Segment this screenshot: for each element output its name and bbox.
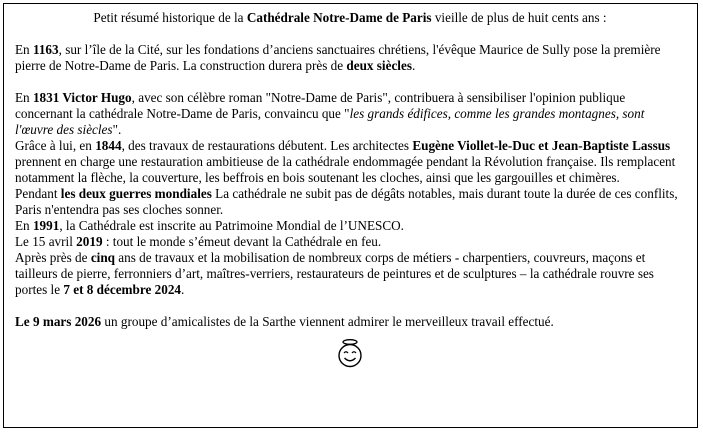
spacer: [15, 74, 685, 90]
paragraph-wars-text: La cathédrale ne subit pas de dégâts notables, mais durant toute la durée de ces conflits, Paris n'entendra pas ses cloches sonner.: [15, 186, 678, 217]
paragraph-2019: [15, 234, 685, 250]
paragraph-1831-text: , avec son célèbre roman "Notre-Dame de Paris", contribuera à sensibiliser l'opinion publique concernant la cathédrale Notre-Dame de Paris, convaincu que ": [15, 90, 626, 121]
spacer: [15, 298, 685, 314]
paragraph-1163-end: .: [411, 58, 416, 73]
paragraph-1991-start: En: [15, 218, 33, 233]
paragraph-1831: En 1831 Victor Hugo, avec son célèbre roman "Notre-Dame de Paris", contribuera à sensibiliser l'opinion publique concernant la cathédrale Notre-Dame de Paris, convaincu que "les grands édifices, comme les grandes montagnes, sont l'œuvre des siècles".: [15, 90, 645, 137]
paragraph-1844: [15, 138, 685, 186]
paragraph-1991: [15, 218, 685, 234]
visit-date: Le 9 mars 2026: [15, 314, 102, 329]
paragraph-2024: [15, 250, 685, 298]
smiley-container: [15, 338, 685, 368]
year-1991: 1991: [32, 218, 60, 233]
reopening-dates: 7 et 8 décembre 2024: [63, 282, 182, 297]
document-body: [15, 10, 685, 368]
paragraph-2024-start: Après près de: [15, 250, 91, 265]
year-2019: 2019: [76, 234, 103, 249]
architects-names: Eugène Viollet-le-Duc et Jean-Baptiste Lassus: [412, 138, 671, 153]
paragraph-wars-start: Pendant: [15, 186, 61, 201]
title-suffix: vieille de plus de huit cents ans :: [431, 10, 607, 25]
paragraph-1831-end: ".: [112, 122, 122, 137]
hugo-quote: les grands édifices, comme les grandes montagnes, sont l'œuvre des siècles: [15, 106, 645, 137]
paragraph-1991-text: , la Cathédrale est inscrite au Patrimoine Mondial de l’UNESCO.: [59, 218, 404, 233]
paragraph-2019-text: : tout le monde s’émeut devant la Cathédrale en feu.: [102, 234, 382, 249]
paragraph-1163: En 1163, sur l’île de la Cité, sur les fondations d’anciens sanctuaires chrétiens, l'évêque Maurice de Sully pose la première pierre de Notre-Dame de Paris. La construction durera près de deux siècles.: [15, 42, 661, 73]
paragraph-2026-text: un groupe d’amicalistes de la Sarthe viennent admirer le merveilleux travail effectué.: [101, 314, 554, 329]
document-title: [15, 10, 685, 26]
five-years: cinq: [90, 250, 115, 265]
smiling-face-with-halo-icon: [336, 338, 364, 368]
paragraph-1163-text: , sur l’île de la Cité, sur les fondations d’anciens sanctuaires chrétiens, l'évêque Maurice de Sully pose la première pierre de Notre-Dame de Paris. La construction durera près de: [15, 42, 661, 73]
paragraph-wars: [15, 186, 685, 218]
title-prefix: Petit résumé historique de la: [93, 10, 247, 25]
title-cathedral-name: Cathédrale Notre-Dame de Paris: [246, 10, 432, 25]
year-1163: 1163: [32, 42, 59, 57]
year-victor-hugo: 1831 Victor Hugo: [32, 90, 132, 105]
paragraph-2024-text: ans de travaux et la mobilisation de nombreux corps de métiers - charpentiers, couvreurs, maçons et tailleurs de pierre, ferronniers d’art, maîtres-verriers, restaurateurs de peintures et de sculptures – la cathédrale rouvre ses portes le: [15, 250, 654, 297]
paragraph-1844-text: , des travaux de restaurations débutent. Les architectes: [121, 138, 413, 153]
paragraph-2024-end: .: [181, 282, 185, 297]
duration-two-centuries: deux siècles: [346, 58, 412, 73]
paragraph-1844-end: prennent en charge une restauration ambitieuse de la cathédrale endommagée pendant la Révolution française. Ils remplacent notamment la flèche, la couverture, les beffrois en bois soutenant les cloches, ainsi que les gargouilles et chimères.: [15, 154, 676, 185]
two-world-wars: les deux guerres mondiales: [60, 186, 212, 201]
paragraph-2026: [15, 314, 685, 330]
year-1844: 1844: [95, 138, 122, 153]
paragraph-1844-start: Grâce à lui, en: [15, 138, 96, 153]
paragraph-2019-start: Le 15 avril: [15, 234, 77, 249]
